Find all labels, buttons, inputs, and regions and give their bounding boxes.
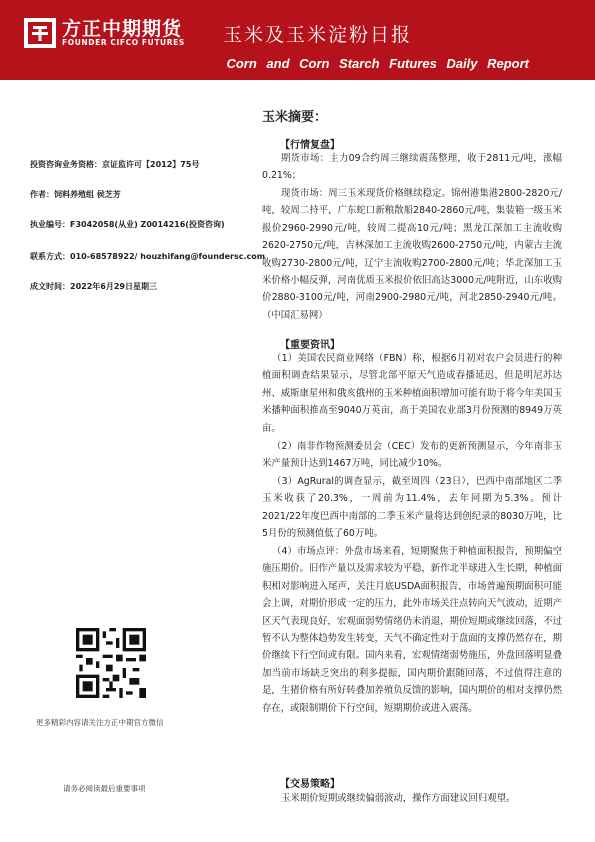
authors-text: 作者：饲料养殖组 侯芝芳 bbox=[30, 190, 121, 199]
contact-text: 联系方式：010-68578922/ houzhifang@foundersc.com bbox=[30, 252, 266, 261]
news-item-4-market-comment: （4）市场点评：外盘市场来看，短期聚焦于种植面积报告，预期偏空施压期价。旧作产量以及需求较为平稳，新作北半球进入生长期，种植面积相对影响进入尾声，关注月底USDA面积报告，市场普遍预期面积可能会上调，对期价形成一定的压力，此外市场关注点转向天气波动，近期产区天气表现良好，宏观面弱势情绪仍未消退，期价短期或继续回落，不过暂不认为整体趋势发生转变，天气不确定性对于盘面的支撑仍然存在，期价继续下行空间或有限。国内来看，宏观情绪弱势施压，外盘回落明显叠加当前市场缺乏突出的利多提振，国内期价跟随回落，不过值得注意的是，生猪价格有所好转叠加养殖负反馈的影响，国内期价的相对支撑仍然存在，或限制期价下行空间，短期期价或进入震荡。 bbox=[262, 546, 563, 714]
qr-caption: 更多精彩内容请关注方正中期官方微信 bbox=[36, 718, 164, 727]
summary-title: 玉米摘要： bbox=[262, 110, 328, 125]
disclaimer-note: 请务必阅读最后重要事项 bbox=[63, 784, 146, 793]
section-market-review: 【行情复盘】 bbox=[280, 140, 340, 151]
paragraph-spot: 现货市场：周三玉米现货价格继续稳定。锦州港集港2800-2820元/吨，较周二持平，广东蛇口新粮散船2840-2860元/吨，集装箱一级玉米报价2960-2990元/吨，较周二提高10元/吨；黑龙江深加工主流收购2620-2750元/吨，吉林深加工主流收购2600-2750元/吨，内蒙古主流收购2730-2800元/吨，辽宁主流收购2700-2800元/吨；华北深加工玉米价格小幅反弹，河南优质玉米报价依旧高达3000元/吨附近，山东收购价2880-3100元/吨，河南2900-2980元/吨，河北2850-2940元/吨。（中国汇易网） bbox=[262, 188, 562, 321]
news-item-1: （1）美国农民商业网络（FBN）称，根据6月初对农户会员进行的种植面积调查结果显示，尽管北部平原天气造成春播延迟，但是明尼苏达州、威斯康星州和俄亥俄州的玉米种植面积增加可能有助于将今年美国玉米播种面积推高至9040万英亩，高于美国农业部3月份预测的8949万英亩。 bbox=[262, 353, 563, 434]
paragraph-futures: 期货市场：主力09合约周三继续震荡整理，收于2811元/吨，涨幅0.21%； bbox=[262, 153, 562, 182]
report-title-en: Corn and Corn Starch Futures Daily Report bbox=[226, 56, 529, 71]
report-title-cn: 玉米及玉米淀粉日报 bbox=[222, 24, 412, 46]
qualification-text: 投资咨询业务资格：京证监许可【2012】75号 bbox=[30, 160, 200, 169]
brand-name-en: FOUNDER CIFCO FUTURES bbox=[62, 38, 185, 47]
section-strategy: 【交易策略】 bbox=[280, 779, 340, 790]
brand-name-cn: 方正中期期货 bbox=[62, 18, 183, 40]
news-item-2: （2）南非作物预测委员会（CEC）发布的更新预测显示，今年南非玉米产量预计达到1467万吨，同比减少10%。 bbox=[262, 441, 562, 470]
section-news: 【重要资讯】 bbox=[280, 340, 340, 351]
news-item-3: （3）AgRural的调查显示，截至周四（23日），巴西中南部地区二季玉米收获了20.3%，一周前为11.4%，去年同期为5.3%。预计2021/22年度巴西中南部的二季玉米产量将达到创纪录的8030万吨，比5月份的预测值低了60万吨。 bbox=[262, 476, 562, 540]
report-header bbox=[0, 0, 595, 80]
date-text: 成文时间：2022年6月29日星期三 bbox=[30, 282, 157, 291]
qr-code-icon bbox=[76, 628, 146, 698]
paragraph-strategy: 玉米期价短期或继续偏弱波动，操作方面建议回归观望。 bbox=[281, 793, 516, 804]
license-text: 执业编号：F3042058(从业) Z0014216(投资咨询) bbox=[30, 220, 225, 229]
